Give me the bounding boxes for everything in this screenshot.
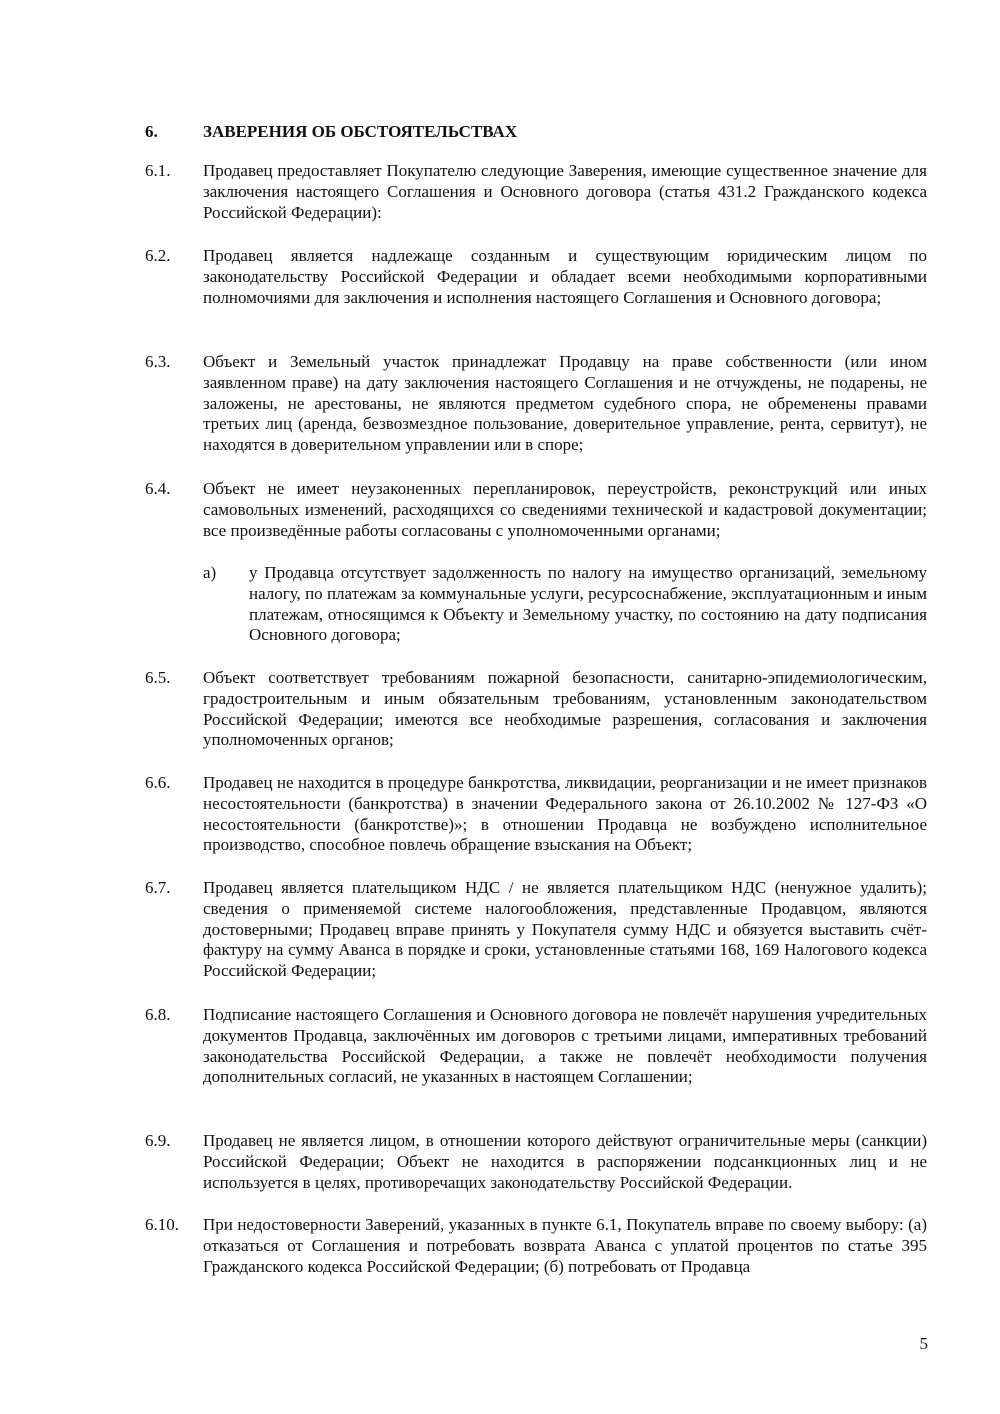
clause-text: Продавец не является лицом, в отношении которого действуют ограничительные меры (санкции) Российской Федерации; Объект не находится в распоряжении подсанкционных лиц и не используется в целях, противоречащих законодательству Российской Федерации. bbox=[203, 1131, 927, 1192]
clause-number: 6.1. bbox=[145, 161, 171, 180]
subclause-letter: a) bbox=[203, 563, 217, 582]
clause-6-10 bbox=[145, 1215, 927, 1277]
clause-number: 6.4. bbox=[145, 479, 171, 498]
clause-6-2 bbox=[145, 246, 927, 308]
clause-number: 6.8. bbox=[145, 1005, 171, 1024]
section-heading bbox=[145, 120, 927, 144]
clause-number: 6.6. bbox=[145, 773, 171, 792]
clause-text: Объект не имеет неузаконенных перепланировок, переустройств, реконструкций или иных самовольных изменений, расходящихся со сведениями технической и кадастровой документации; все произведённые работы согласованы с уполномоченными органами; bbox=[203, 479, 927, 540]
section-title: ЗАВЕРЕНИЯ ОБ ОБСТОЯТЕЛЬСТВАХ bbox=[203, 122, 518, 141]
section-number: 6. bbox=[145, 122, 158, 141]
clause-text: При недостоверности Заверений, указанных в пункте 6.1, Покупатель вправе по своему выбору: (а) отказаться от Соглашения и потребовать возврата Аванса с уплатой процентов по статье 395 Гражданского кодекса Российской Федерации; (б) потребовать от Продавца bbox=[203, 1215, 927, 1276]
clause-6-6 bbox=[145, 773, 927, 856]
clause-6-4 bbox=[145, 479, 927, 541]
clause-number: 6.3. bbox=[145, 352, 171, 371]
clause-text: Продавец предоставляет Покупателю следующие Заверения, имеющие существенное значение для заключения настоящего Соглашения и Основного договора (статья 431.2 Гражданского кодекса Российской Федерации): bbox=[203, 161, 927, 222]
clause-text: Продавец является плательщиком НДС / не является плательщиком НДС (ненужное удалить); сведения о применяемой системе налогообложения, представленные Продавцом, являются достоверными; Продавец вправе принять у Покупателя сумму НДС и обязуется выставить счёт-фактуру на сумму Аванса в порядке и сроки, установленные статьями 168, 169 Налогового кодекса Российской Федерации; bbox=[203, 878, 927, 981]
clause-text: Продавец является надлежаще созданным и существующим юридическим лицом по законодательству Российской Федерации и обладает всеми необходимыми корпоративными полномочиями для заключения и исполнения настоящего Соглашения и Основного договора; bbox=[203, 246, 927, 307]
clause-6-9 bbox=[145, 1131, 927, 1193]
clause-text: Объект соответствует требованиям пожарной безопасности, санитарно-эпидемиологическим, градостроительным и иным обязательным требованиям, установленным законодательством Российской Федерации; имеются все необходимые разрешения, согласования и заключения уполномоченных органов; bbox=[203, 668, 927, 750]
page-number: 5 bbox=[919, 1334, 928, 1353]
clause-number: 6.9. bbox=[145, 1131, 171, 1150]
clause-6-3 bbox=[145, 352, 927, 456]
clause-number: 6.7. bbox=[145, 878, 171, 897]
clause-6-5 bbox=[145, 668, 927, 751]
clause-number: 6.5. bbox=[145, 668, 171, 687]
clause-text: Продавец не находится в процедуре банкротства, ликвидации, реорганизации и не имеет признаков несостоятельности (банкротства) в значении Федерального закона от 26.10.2002 № 127-ФЗ «О несостоятельности (банкротстве)»; в отношении Продавца не возбуждено исполнительное производство, способное повлечь обращение взыскания на Объект; bbox=[203, 773, 927, 855]
clause-6-1 bbox=[145, 161, 927, 223]
clause-text: Объект и Земельный участок принадлежат Продавцу на праве собственности (или ином заявленном праве) на дату заключения настоящего Соглашения и не отчуждены, не подарены, не заложены, не арестованы, не являются предметом судебного спора, не обременены правами третьих лиц (аренда, безвозмездное пользование, доверительное управление, рента, сервитут), не находятся в доверительном управлении или в споре; bbox=[203, 352, 927, 455]
subclause-text: у Продавца отсутствует задолженность по налогу на имущество организаций, земельному налогу, по платежам за коммунальные услуги, ресурсоснабжение, эксплуатационным и иным платежам, относящимся к Объекту и Земельному участку, по состоянию на дату подписания Основного договора; bbox=[249, 563, 927, 645]
clause-number: 6.10. bbox=[145, 1215, 179, 1234]
clause-number: 6.2. bbox=[145, 246, 171, 265]
clause-6-8 bbox=[145, 1005, 927, 1088]
clause-text: Подписание настоящего Соглашения и Основного договора не повлечёт нарушения учредительных документов Продавца, заключённых им договоров с третьими лицами, императивных требований законодательства Российской Федерации, а также не повлечёт необходимости получения дополнительных согласий, не указанных в настоящем Соглашении; bbox=[203, 1005, 927, 1087]
clause-6-7 bbox=[145, 878, 927, 982]
subclause-a bbox=[203, 563, 927, 646]
